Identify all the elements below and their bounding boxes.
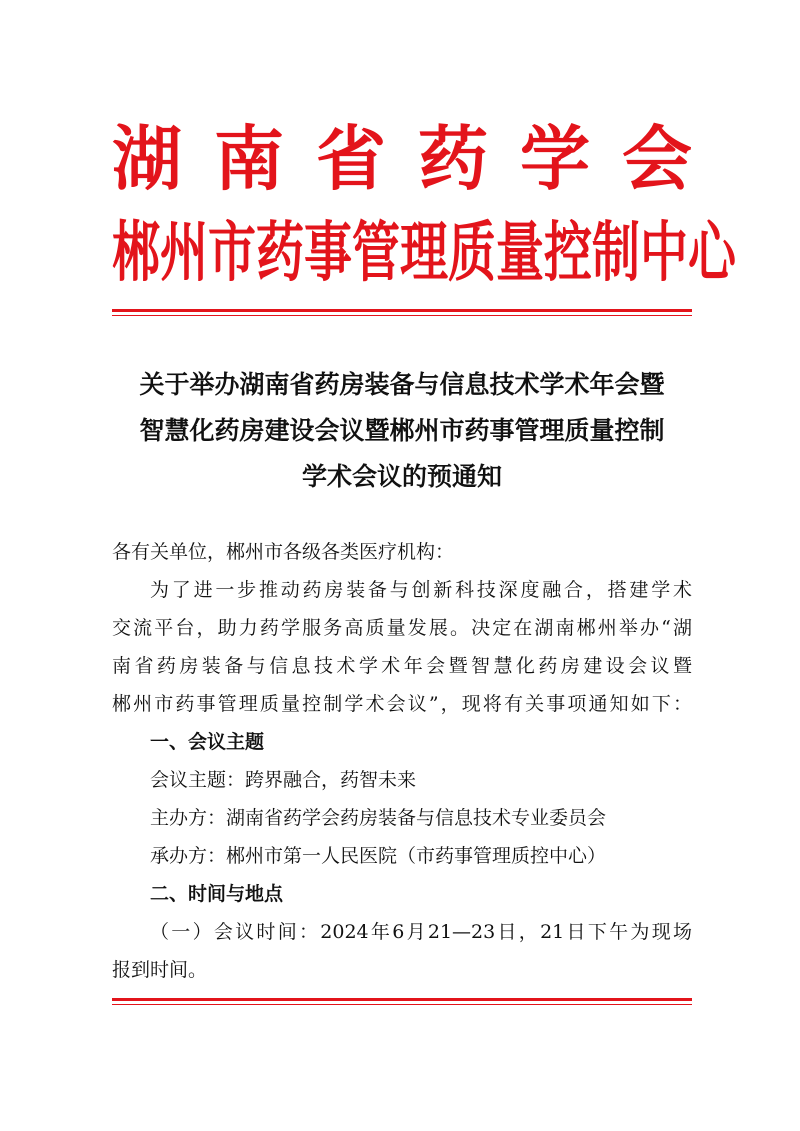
section-heading: 二、时间与地点 — [150, 883, 284, 905]
letterhead-char: 南 — [214, 118, 284, 200]
footer-rule-thin — [112, 1004, 692, 1005]
letterhead-rule-thick — [112, 309, 692, 312]
title-line: 智慧化药房建设会议暨郴州市药事管理质量控制 — [139, 416, 665, 445]
letterhead-rule-thin — [112, 315, 692, 316]
letterhead-char: 药 — [418, 118, 488, 200]
letterhead-org-name — [112, 118, 692, 200]
letterhead-char: 湖 — [112, 118, 182, 200]
letterhead-char: 学 — [520, 118, 590, 200]
intro-line: 交流平台，助力药学服务高质量发展。决定在湖南郴州举办“湖 — [112, 617, 692, 639]
intro-line: 为了进一步推动药房装备与创新科技深度融合，搭建学术 — [150, 579, 692, 601]
title-line: 关于举办湖南省药房装备与信息技术学术年会暨 — [139, 370, 665, 399]
footer-rule-thick — [112, 998, 692, 1001]
intro-line: 南省药房装备与信息技术学术年会暨智慧化药房建设会议暨 — [112, 655, 692, 677]
salutation: 各有关单位，郴州市各级各类医疗机构： — [112, 541, 455, 563]
section-item: 会议主题：跨界融合，药智未来 — [150, 769, 417, 791]
document-title — [112, 362, 692, 500]
document-body — [112, 533, 692, 989]
letterhead-char: 会 — [622, 118, 692, 200]
title-line: 学术会议的预通知 — [301, 462, 502, 491]
section-heading: 一、会议主题 — [150, 731, 265, 753]
intro-line: 郴州市药事管理质量控制学术会议”，现将有关事项通知如下： — [112, 693, 692, 715]
section-item: （一）会议时间：2024年6月21—23日，21日下午为现场 — [150, 921, 692, 943]
section-item: 主办方：湖南省药学会药房装备与信息技术专业委员会 — [150, 807, 607, 829]
section-item: 承办方：郴州市第一人民医院（市药事管理质控中心） — [150, 845, 607, 867]
letterhead-char: 省 — [316, 118, 386, 200]
letterhead-org-subname: 郴州市药事管理质量控制中心 — [112, 215, 737, 291]
section-item: 报到时间。 — [112, 959, 208, 981]
